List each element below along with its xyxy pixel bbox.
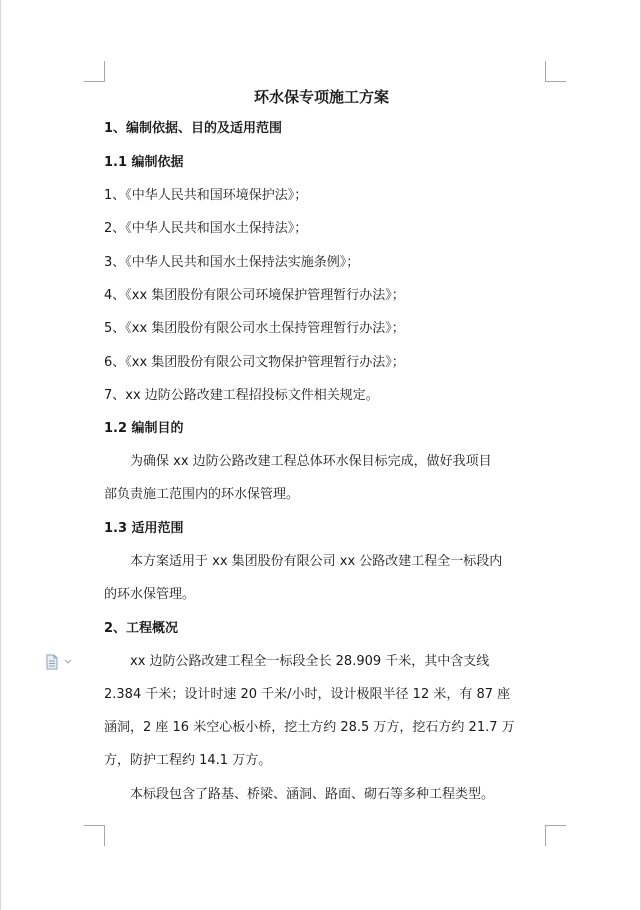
paragraph-line: 的环水保管理。 — [104, 587, 196, 602]
paragraph-line: 部负责施工范围内的环水保管理。 — [104, 487, 300, 502]
paragraph-line: 方，防护工程约 14.1 万方。 — [104, 753, 272, 768]
paragraph-line: 本标段包含了路基、桥梁、涵洞、路面、砌石等多种工程类型。 — [130, 787, 495, 802]
crop-mark-top-right — [545, 61, 566, 82]
paragraph-line: 涵洞，2 座 16 米空心板小桥，挖土方约 28.5 万方，挖石方约 21.7 万 — [104, 720, 515, 735]
paragraph-line: 本方案适用于 xx 集团股份有限公司 xx 公路改建工程全一标段内 — [130, 554, 503, 569]
document-comment-icon[interactable] — [45, 654, 75, 670]
list-item: 6、《xx 集团股份有限公司文物保护管理暂行办法》； — [104, 355, 405, 370]
list-item: 5、《xx 集团股份有限公司水土保持管理暂行办法》； — [104, 321, 405, 336]
heading-1-1: 1.1 编制依据 — [104, 155, 184, 170]
paragraph-line: 2.384 千米；设计时速 20 千米/小时，设计极限半径 12 米，有 87 座 — [104, 687, 511, 702]
heading-1-3: 1.3 适用范围 — [104, 521, 184, 536]
document-title: 环水保专项施工方案 — [253, 88, 389, 106]
list-item: 2、《中华人民共和国水土保持法》； — [104, 221, 308, 236]
paragraph-line: xx 边防公路改建工程全一标段全长 28.909 千米，其中含支线 — [130, 654, 490, 669]
list-item: 7、xx 边防公路改建工程招投标文件相关规定。 — [104, 388, 379, 403]
list-item: 1、《中华人民共和国环境保护法》； — [104, 188, 308, 203]
list-item: 4、《xx 集团股份有限公司环境保护管理暂行办法》； — [104, 288, 405, 303]
heading-1-2: 1.2 编制目的 — [104, 421, 184, 436]
crop-mark-top-left — [84, 61, 105, 82]
paragraph-line: 为确保 xx 边防公路改建工程总体环水保目标完成，做好我项目 — [130, 454, 492, 469]
list-item: 3、《中华人民共和国水土保持法实施条例》； — [104, 255, 360, 270]
crop-mark-bottom-left — [84, 825, 105, 846]
heading-section-2: 2、工程概况 — [104, 621, 179, 636]
heading-section-1: 1、编制依据、目的及适用范围 — [104, 121, 283, 136]
crop-mark-bottom-right — [545, 825, 566, 846]
